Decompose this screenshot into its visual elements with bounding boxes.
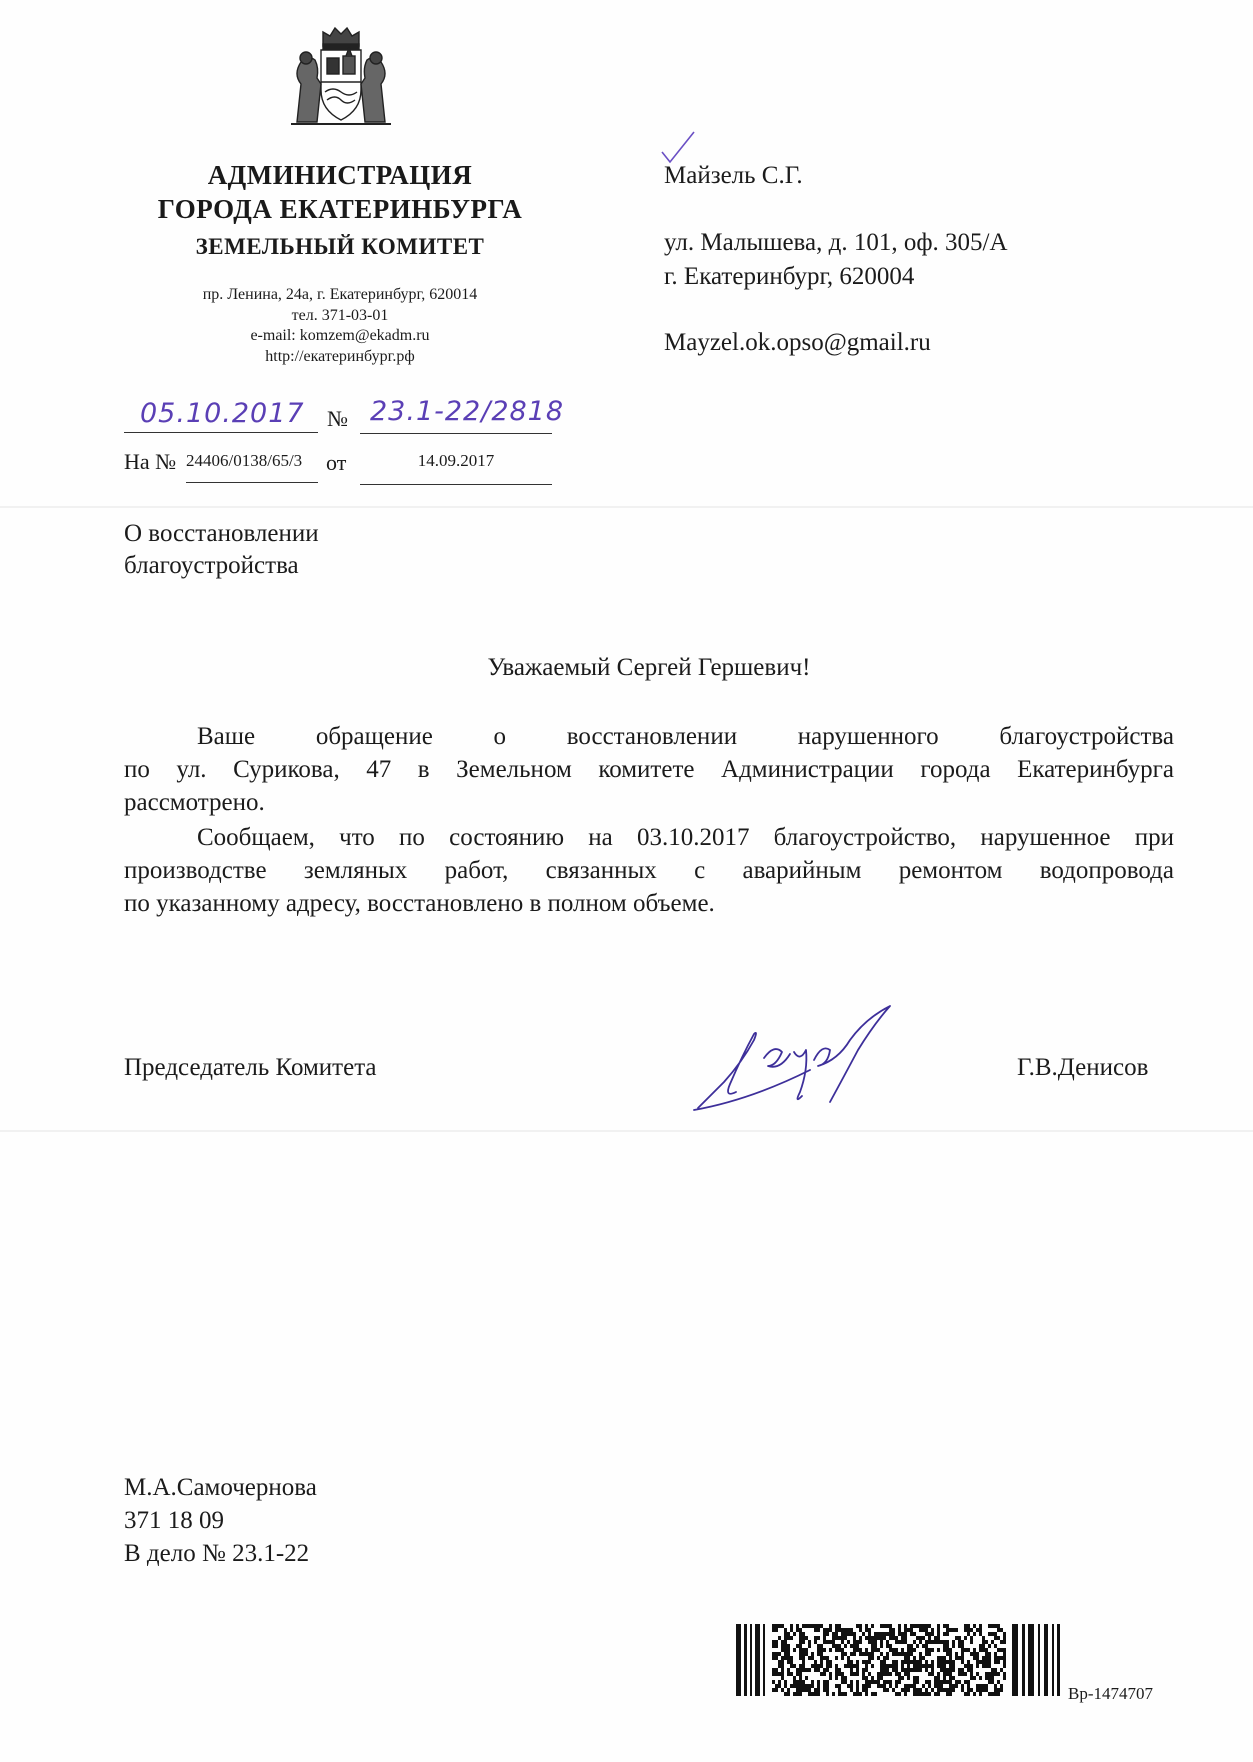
body-line: по ул. Сурикова, 47 в Земельном комитете Администрации города Екатеринбурга — [124, 756, 1174, 783]
letter-greeting: Уважаемый Сергей Гершевич! — [487, 654, 811, 681]
number-label: № — [327, 406, 348, 431]
recipient-city: г. Екатеринбург, 620004 — [664, 263, 915, 290]
department-name: ЗЕМЕЛЬНЫЙ КОМИТЕТ — [195, 234, 485, 259]
number-underline — [360, 433, 552, 434]
recipient-street: ул. Малышева, д. 101, оф. 305/А — [664, 229, 1008, 256]
fold-line — [0, 1130, 1253, 1132]
body-paragraph — [124, 821, 1174, 920]
signatory-name: Г.В.Денисов — [1017, 1054, 1149, 1081]
body-line: по указанному адресу, восстановлено в полном объеме. — [124, 890, 715, 917]
recipient-email: Mayzel.ok.opso@gmail.ru — [664, 329, 931, 356]
outgoing-date-handwritten: 05.10.2017 — [140, 398, 305, 429]
organization-name: АДМИНИСТРАЦИЯ — [207, 160, 473, 190]
executor-phone: 371 18 09 — [124, 1507, 224, 1534]
reference-label: На № — [124, 449, 177, 474]
subject-line: благоустройства — [124, 552, 299, 579]
barcode-id: Вр-1474707 — [1068, 1684, 1153, 1703]
letter-subject — [124, 518, 319, 582]
reference-date: 14.09.2017 — [417, 451, 495, 470]
organization-address: пр. Ленина, 24а, г. Екатеринбург, 620014 — [202, 286, 478, 303]
organization-website: http://екатеринбург.рф — [265, 348, 415, 365]
organization-city: ГОРОДА ЕКАТЕРИНБУРГА — [157, 194, 523, 224]
outgoing-number-handwritten: 23.1-22/2818 — [370, 396, 565, 427]
date-underline — [124, 432, 318, 433]
subject-line: О восстановлении — [124, 520, 319, 547]
body-line: Сообщаем, что по состоянию на 03.10.2017 благоустройство, нарушенное при — [197, 824, 1174, 851]
organization-email: e-mail: komzem@ekadm.ru — [250, 327, 430, 344]
executor-name: М.А.Самочернова — [124, 1474, 317, 1501]
reference-date-underline — [360, 484, 552, 485]
file-reference: В дело № 23.1-22 — [124, 1540, 310, 1567]
barcode-icon — [736, 1624, 1060, 1696]
body-line: рассмотрено. — [124, 789, 265, 816]
handwritten-signature — [690, 1000, 935, 1115]
body-line: Ваше обращение о восстановлении нарушенного благоустройства — [197, 723, 1174, 750]
signatory-role: Председатель Комитета — [124, 1054, 377, 1081]
reference-from-label: от — [326, 450, 347, 475]
fold-line — [0, 506, 1253, 508]
city-coat-of-arms-icon — [283, 24, 399, 128]
reference-number: 24406/0138/65/3 — [186, 451, 303, 470]
recipient-name: Майзель С.Г. — [664, 162, 803, 189]
body-paragraph — [124, 720, 1174, 819]
body-line: производстве земляных работ, связанных с аварийным ремонтом водопровода — [124, 857, 1174, 884]
organization-phone: тел. 371-03-01 — [291, 307, 389, 324]
reference-number-underline — [186, 482, 318, 483]
